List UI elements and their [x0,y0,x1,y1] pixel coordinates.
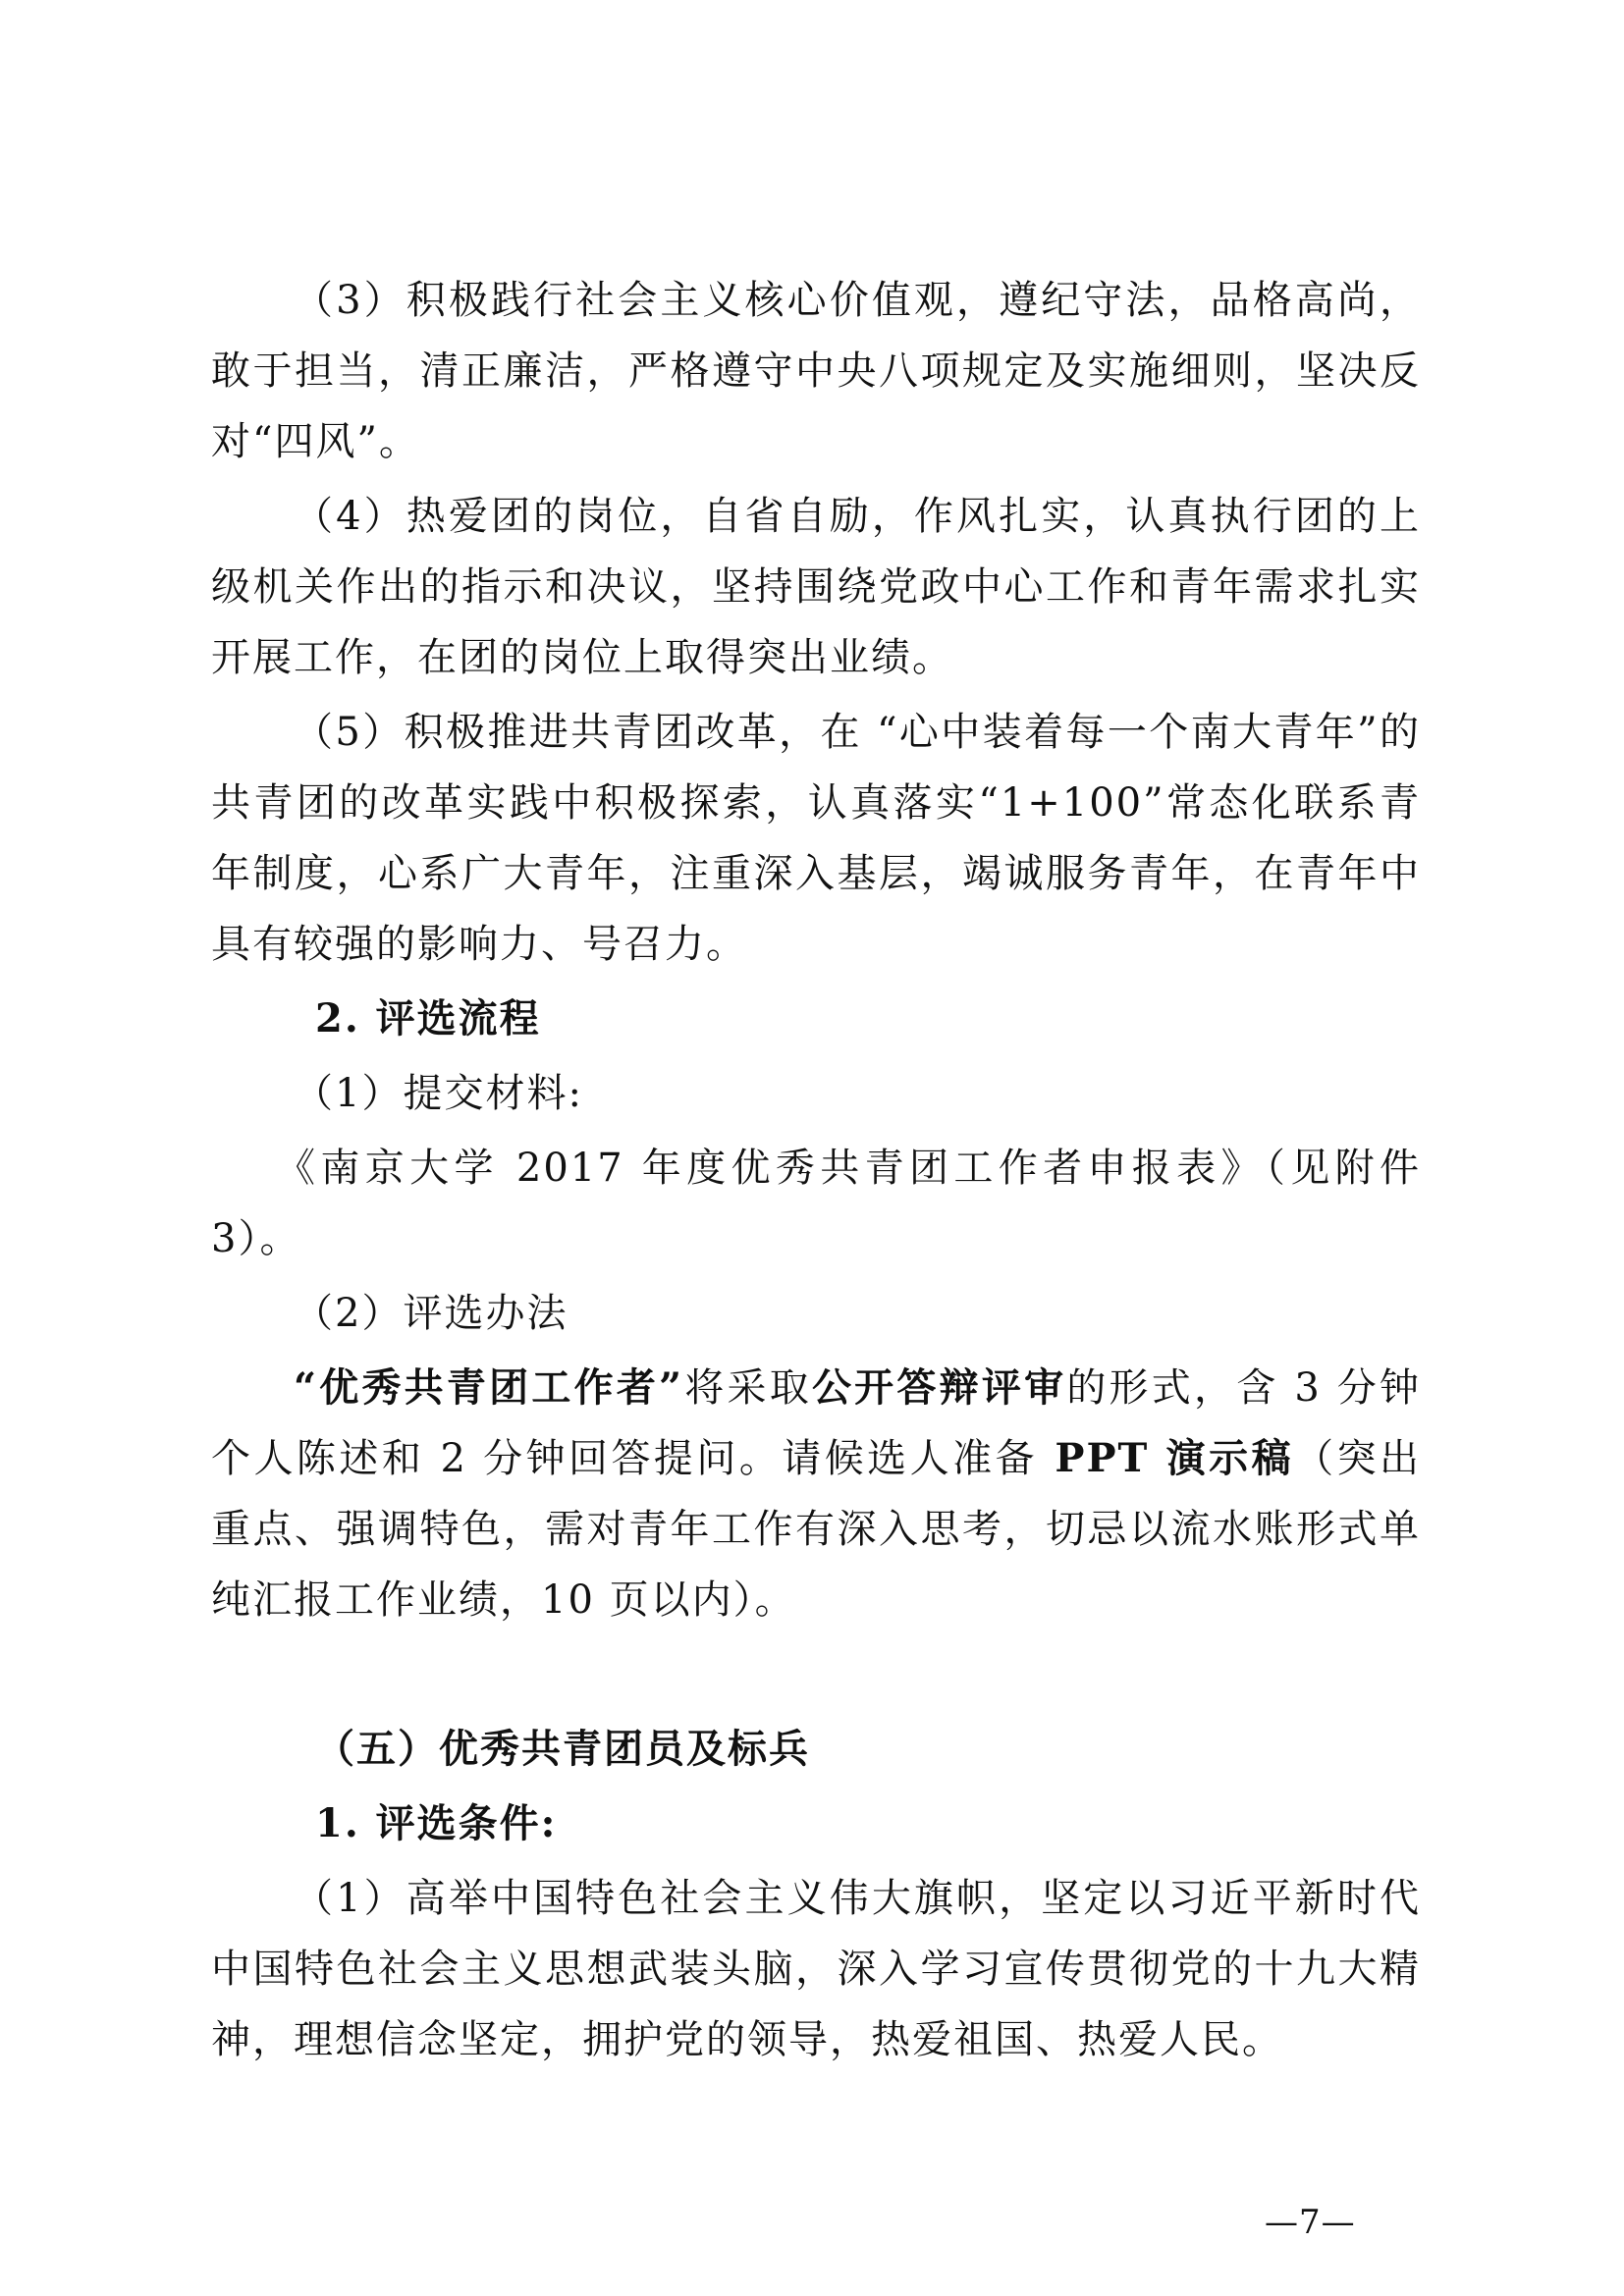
paragraph-criterion-5: （5）积极推进共青团改革，在 “心中装着每一个南大青年”的共青团的改革实践中积极探索，认真落实“1+100”常态化联系青年制度，心系广大青年，注重深入基层，竭诚服务青年，在青年中具有较强的影响力、号召力。 [211,710,1421,967]
method-text-3: （突出重点、强调特色，需对青年工作有深入思考，切忌以流水账形式单纯汇报工作业绩，10 页以内）。 [211,1436,1421,1623]
paragraph-condition-1: （1）高举中国特色社会主义伟大旗帜，坚定以习近平新时代中国特色社会主义思想武装头脑，深入学习宣传贯彻党的十九大精神，理想信念坚定，拥护党的领导，热爱祖国、热爱人民。 [211,1876,1421,2062]
method-text-1: 将采取 [683,1365,812,1411]
selection-method-title: （2）评选办法 [294,1291,568,1336]
selection-method-paragraph [211,1353,1421,1635]
submit-materials-item: 《南京大学 2017 年度优秀共青团工作者申报表》（见附件 3）。 [211,1146,1421,1261]
method-text-2: 的形式，含 3 分钟个人陈述和 2 分钟回答提问。请候选人准备 [211,1365,1421,1481]
paragraph-criterion-3: （3）积极践行社会主义核心价值观，遵纪守法，品格高尚，敢于担当，清正廉洁，严格遵守中央八项规定及实施细则，坚决反对“四风”。 [211,278,1421,464]
paragraph-criterion-4: （4）热爱团的岗位，自省自励，作风扎实，认真执行团的上级机关作出的指示和决议，坚持围绕党政中心工作和青年需求扎实开展工作，在团的岗位上取得突出业绩。 [211,494,1421,680]
method-bold-award: “优秀共青团工作者” [294,1364,684,1411]
page-number: —7— [1265,2203,1356,2242]
method-bold-review: 公开答辩评审 [811,1364,1067,1411]
submit-materials-title: （1）提交材料: [294,1071,583,1116]
section-heading-excellent-members: （五）优秀共青团员及标兵 [315,1726,810,1772]
document-body [211,265,1421,2079]
heading-selection-conditions: 1. 评选条件: [315,1800,558,1846]
heading-selection-process: 2. 评选流程 [315,995,541,1041]
method-bold-ppt: PPT 演示稿 [1038,1435,1295,1481]
